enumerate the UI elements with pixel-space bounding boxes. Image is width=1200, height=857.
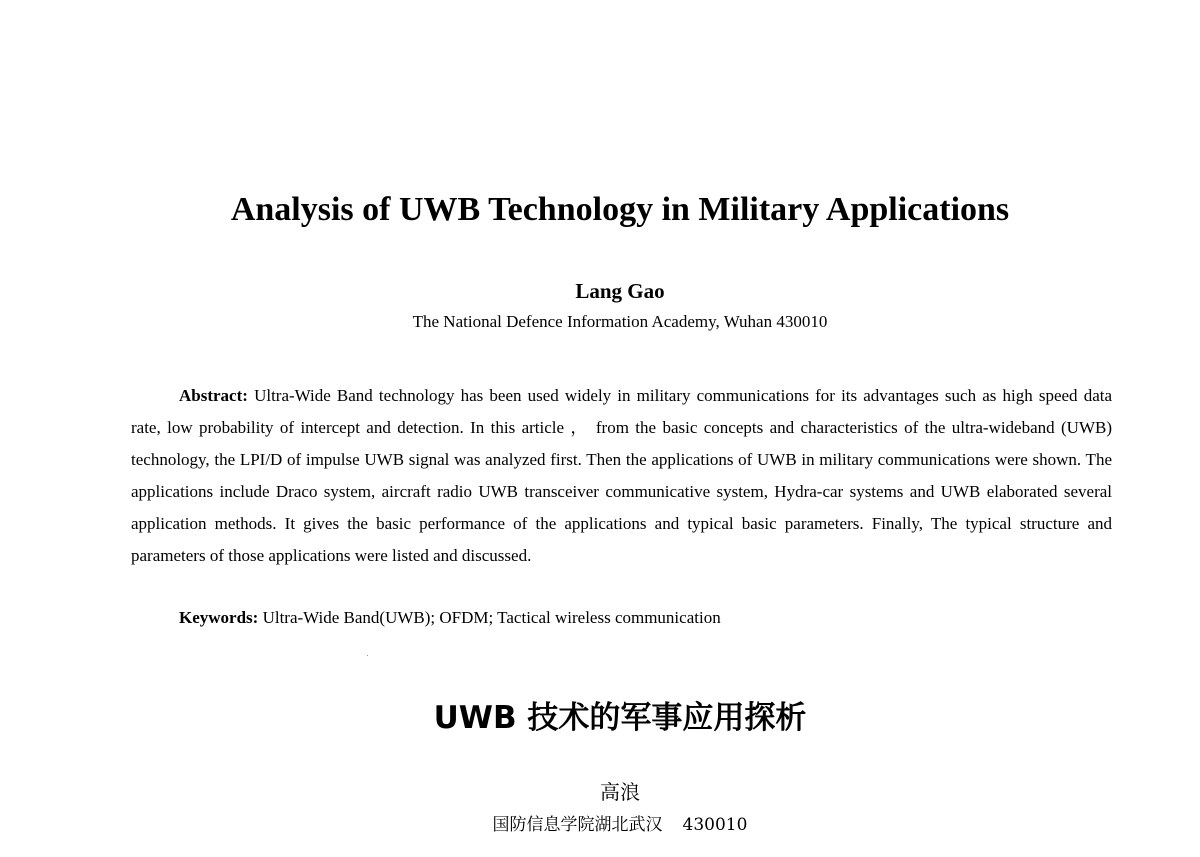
keywords bbox=[179, 602, 721, 634]
abstract bbox=[131, 380, 1112, 572]
chinese-affiliation bbox=[0, 812, 1200, 838]
abstract-label: Abstract: bbox=[179, 386, 248, 405]
paper-title: Analysis of UWB Technology in Military Applications bbox=[230, 191, 1010, 228]
chinese-postcode: 430010 bbox=[682, 815, 748, 835]
keywords-label: Keywords: bbox=[179, 608, 259, 627]
author-affiliation: The National Defence Information Academy, Wuhan 430010 bbox=[412, 312, 828, 331]
author-name: Lang Gao bbox=[575, 279, 665, 303]
scan-speck bbox=[367, 655, 368, 656]
chinese-author-name: 高浪 bbox=[600, 780, 640, 804]
abstract-text: Ultra-Wide Band technology has been used widely in military communications for its advantages such as high speed data rate, low probability of intercept and detection. In this article ， from the basic concepts and characteristics of the ultra-wideband (UWB) technology, the LPI/D of impulse UWB signal was analyzed first. Then the applications of UWB in military communications were shown. The applications include Draco system, aircraft radio UWB transceiver communicative system, Hydra-car systems and UWB elaborated several application methods. It gives the basic performance of the applications and typical basic parameters. Finally, The typical structure and parameters of those applications were listed and discussed. bbox=[131, 386, 1113, 565]
chinese-title: UWB 技术的军事应用探析 bbox=[433, 700, 807, 736]
keywords-text: Ultra-Wide Band(UWB); OFDM; Tactical wireless communication bbox=[262, 608, 721, 627]
chinese-affiliation-text: 国防信息学院湖北武汉 bbox=[492, 815, 663, 835]
